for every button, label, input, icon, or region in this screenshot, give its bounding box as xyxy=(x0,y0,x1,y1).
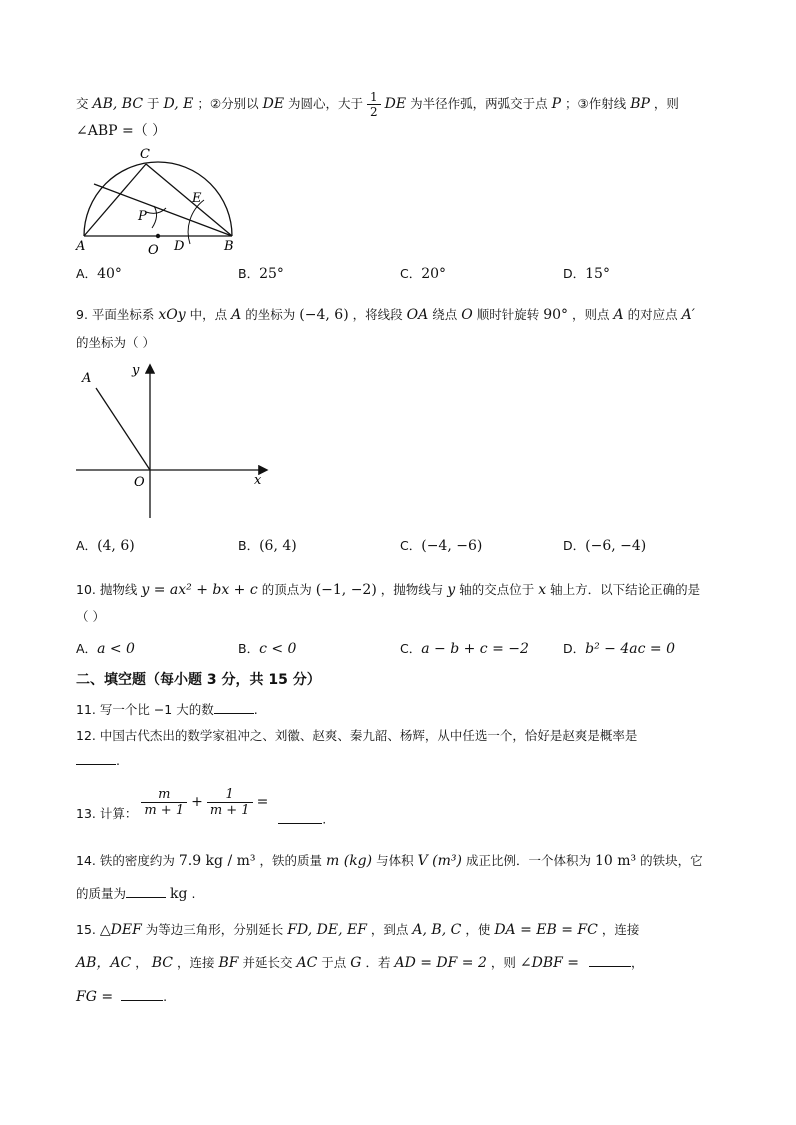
q15-line3 xyxy=(76,988,167,1005)
option-letter: D． xyxy=(563,538,586,553)
fraction-1 xyxy=(141,787,187,818)
math: BC xyxy=(151,955,173,971)
q10-answer-prompt: （ ） xyxy=(76,609,105,624)
q9-option-c[interactable] xyxy=(400,536,482,554)
label-y: y xyxy=(132,363,140,378)
q10-line2 xyxy=(76,607,105,625)
math: DE xyxy=(384,96,407,112)
math: G xyxy=(350,955,362,971)
math: FD, DE, EF xyxy=(287,922,367,938)
q8-option-d[interactable] xyxy=(563,264,610,282)
label-a: A xyxy=(82,371,92,386)
math: 90° xyxy=(543,307,569,323)
math: y xyxy=(447,582,456,598)
math: AB，AC xyxy=(76,955,132,971)
answer-blank-angle[interactable] xyxy=(589,954,631,967)
math: A xyxy=(231,307,242,323)
option-letter: D． xyxy=(563,641,586,656)
answer-blank[interactable] xyxy=(126,885,166,898)
option-value: b² − 4ac = 0 xyxy=(585,641,675,657)
math: P xyxy=(551,96,562,112)
text: ，则点 xyxy=(572,307,610,322)
option-letter: B． xyxy=(238,538,260,553)
option-letter: B． xyxy=(238,641,260,656)
q12-line1 xyxy=(76,726,637,744)
option-letter: C． xyxy=(400,538,422,553)
option-letter: C． xyxy=(400,641,422,656)
text: ．若 xyxy=(365,955,391,970)
math: A, B, C xyxy=(412,922,462,938)
option-letter: A． xyxy=(76,266,98,281)
q10-option-b[interactable] xyxy=(238,639,296,657)
text: 的顶点为 xyxy=(261,582,312,597)
q9-coordinate-figure xyxy=(70,358,280,523)
construction-arc-p1 xyxy=(152,206,157,228)
frac-num: m xyxy=(141,787,187,803)
q10-line1 xyxy=(76,580,700,598)
option-letter: C． xyxy=(400,266,422,281)
label-x: x xyxy=(254,473,262,488)
q10-option-c[interactable] xyxy=(400,639,529,657)
text: 的对应点 xyxy=(627,307,678,322)
text: ，连接 xyxy=(601,922,640,937)
math: BF xyxy=(218,955,239,971)
q15-line2 xyxy=(76,952,644,972)
unit: kg xyxy=(170,886,188,902)
math: 10 m³ xyxy=(594,853,637,869)
answer-blank-fg[interactable] xyxy=(121,988,163,1001)
math: DE xyxy=(262,96,285,112)
option-value: (−6, −4) xyxy=(585,538,647,554)
fraction-half xyxy=(367,90,381,119)
math: A xyxy=(613,307,624,323)
text: ，铁的质量 xyxy=(259,853,323,868)
math: AB, BC xyxy=(92,96,144,112)
text: ，使 xyxy=(465,922,491,937)
text: 顺时针旋转 xyxy=(476,307,540,322)
option-value: (4, 6) xyxy=(97,538,135,554)
text: 轴上方．以下结论正确的是 xyxy=(550,582,701,597)
text: 15. xyxy=(76,922,96,937)
center-dot xyxy=(156,234,160,238)
plus: + xyxy=(191,794,203,810)
answer-blank[interactable] xyxy=(214,701,254,714)
q9-option-d[interactable] xyxy=(563,536,646,554)
text: 为圆心，大于 xyxy=(288,96,364,111)
option-value: (−4, −6) xyxy=(421,538,483,554)
answer-blank[interactable] xyxy=(76,752,116,765)
frac-num: 1 xyxy=(207,787,253,803)
q14-line1 xyxy=(76,851,703,869)
math: D, E xyxy=(163,96,194,112)
text: 12. 中国古代杰出的数学家祖冲之、刘徽、赵爽、秦九韶、杨辉，从中任选一个，恰好是赵爽是概率是 xyxy=(76,728,638,743)
text: ，连接 xyxy=(176,955,215,970)
q8-line1 xyxy=(76,90,679,119)
option-letter: A． xyxy=(76,538,98,553)
option-value: a − b + c = −2 xyxy=(421,641,529,657)
q12-line2 xyxy=(76,752,120,768)
label-b: B xyxy=(224,239,234,254)
math: FG = xyxy=(76,989,114,1005)
q8-option-c[interactable] xyxy=(400,264,446,282)
text: 与体积 xyxy=(376,853,414,868)
math: (−4, 6) xyxy=(299,307,349,323)
q9-line2 xyxy=(76,333,155,351)
option-value: a < 0 xyxy=(97,641,135,657)
text: 10. 抛物线 xyxy=(76,582,138,597)
q9-option-b[interactable] xyxy=(238,536,297,554)
q8-option-a[interactable] xyxy=(76,264,122,282)
frac-den: m + 1 xyxy=(209,802,250,818)
text: 交 xyxy=(76,96,89,111)
math: AD = DF = 2 xyxy=(394,955,487,971)
math: DA = EB = FC xyxy=(494,922,598,938)
text: . xyxy=(191,886,196,901)
q10-option-d[interactable] xyxy=(563,639,675,657)
option-value: 20° xyxy=(421,266,447,282)
text: ， xyxy=(135,955,148,970)
math: x xyxy=(538,582,547,598)
label-o: O xyxy=(148,243,159,256)
q8-answer-prompt: ∠ABP =（ ） xyxy=(76,123,167,139)
label-e: E xyxy=(192,191,202,206)
text: . xyxy=(322,811,327,827)
math: xOy xyxy=(158,307,186,323)
text: ，将线段 xyxy=(352,307,403,322)
text: . xyxy=(116,753,120,768)
fraction-2 xyxy=(207,787,253,818)
text: 11. 写一个比 −1 大的数 xyxy=(76,702,214,717)
math: m (kg) xyxy=(326,853,373,869)
option-value: c < 0 xyxy=(259,641,297,657)
label-a: A xyxy=(76,239,86,254)
frac-den: 2 xyxy=(370,105,378,119)
label-c: C xyxy=(140,147,150,162)
q8-line2 xyxy=(76,120,166,140)
text: 的铁块，它 xyxy=(640,853,703,868)
q8-option-b[interactable] xyxy=(238,264,284,282)
text: ，则 xyxy=(653,96,679,111)
q9-option-a[interactable] xyxy=(76,536,135,554)
math: OA xyxy=(406,307,429,323)
q8-semicircle-figure xyxy=(72,144,242,256)
text: ，则 xyxy=(490,955,516,970)
text: ，抛物线与 xyxy=(380,582,444,597)
text: . xyxy=(163,989,168,1004)
option-value: 25° xyxy=(259,266,284,282)
math: △DEF xyxy=(99,922,142,938)
text: 中，点 xyxy=(189,307,228,322)
semicircle-arc xyxy=(84,162,232,236)
text: 为半径作弧，两弧交于点 xyxy=(410,96,548,111)
section-heading: 二、填空题（每小题 3 分，共 15 分） xyxy=(76,672,321,688)
text: 于点 xyxy=(321,955,347,970)
label-p: P xyxy=(138,209,147,224)
frac-den: m + 1 xyxy=(144,802,185,818)
option-letter: A． xyxy=(76,641,98,656)
text: . xyxy=(253,702,258,717)
math: y = ax² + bx + c xyxy=(141,582,258,598)
text: 并延长交 xyxy=(242,955,293,970)
option-value: 40° xyxy=(97,266,122,282)
text: ，到点 xyxy=(370,922,409,937)
text: ， xyxy=(631,955,644,970)
option-letter: D． xyxy=(563,266,586,281)
q15-line1 xyxy=(76,920,639,938)
math: ∠DBF = xyxy=(519,955,580,971)
math: (−1, −2) xyxy=(315,582,377,598)
math: BP xyxy=(630,96,650,112)
text: 成正比例．一个体积为 xyxy=(465,853,591,868)
text: 轴的交点位于 xyxy=(459,582,535,597)
text: 9. 平面坐标系 xyxy=(76,307,155,322)
q13 xyxy=(76,782,326,827)
math: AC xyxy=(296,955,318,971)
answer-blank[interactable] xyxy=(278,811,322,824)
q11 xyxy=(76,700,258,718)
q14-line2 xyxy=(76,884,195,902)
q10-option-a[interactable] xyxy=(76,639,135,657)
q9-line1 xyxy=(76,305,695,323)
text: ；②分别以 xyxy=(197,96,259,111)
equals: = xyxy=(256,794,269,810)
frac-num: 1 xyxy=(367,90,381,105)
text: 的质量为 xyxy=(76,886,127,901)
q9-answer-prompt: 的坐标为（ ） xyxy=(76,335,155,350)
text: 14. 铁的密度约为 xyxy=(76,853,175,868)
text: 13. 计算： xyxy=(76,806,138,821)
option-value: 15° xyxy=(585,266,610,282)
text: 于 xyxy=(147,96,160,111)
text: 为等边三角形，分别延长 xyxy=(145,922,284,937)
text: ；③作射线 xyxy=(565,96,627,111)
math: A′ xyxy=(681,307,695,323)
math: V (m³) xyxy=(417,853,462,869)
label-o: O xyxy=(134,475,145,490)
label-d: D xyxy=(174,239,185,254)
segment-oa xyxy=(96,388,150,470)
option-value: (6, 4) xyxy=(259,538,297,554)
text: 的坐标为 xyxy=(245,307,296,322)
math: 7.9 kg / m³ xyxy=(178,853,256,869)
option-letter: B． xyxy=(238,266,260,281)
math: O xyxy=(461,307,473,323)
text: 绕点 xyxy=(432,307,458,322)
